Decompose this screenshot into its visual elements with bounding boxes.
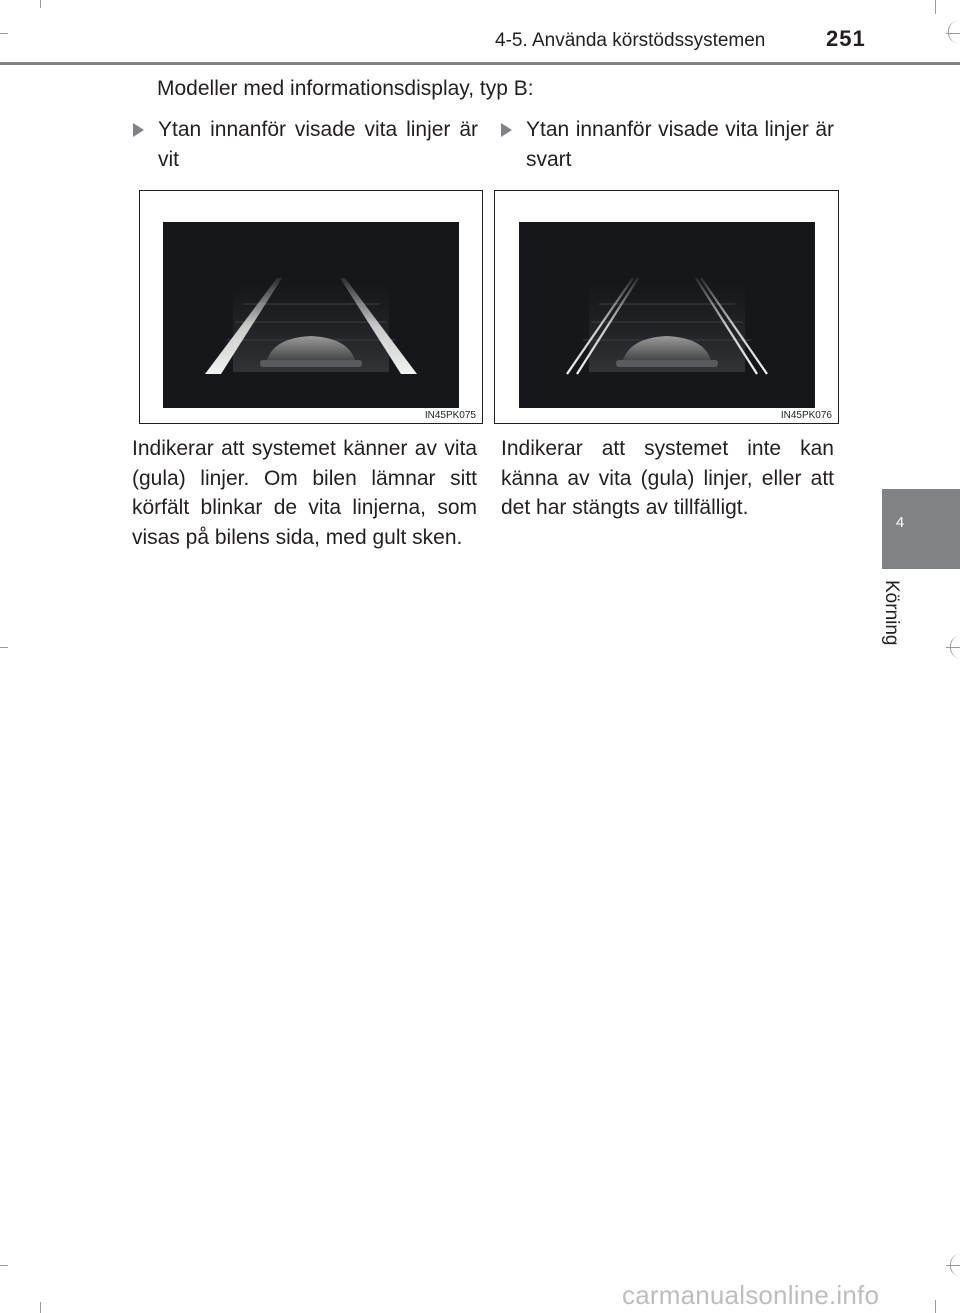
figure-code: IN45PK076 — [780, 410, 832, 421]
lane-display-black-image — [519, 222, 815, 408]
column-heading-left: Ytan innanför visade vita linjer är vit — [133, 115, 478, 175]
section-title: 4-5. Använda körstödssystemen — [495, 30, 766, 51]
column-heading-right: Ytan innanför visade vita linjer är svart — [501, 115, 834, 175]
description-left: Indikerar att systemet känner av vita (gula) linjer. Om bilen lämnar sitt körfält blinkar de vita linjerna, som visas på bilens sida, med gult sken. — [132, 437, 477, 549]
registration-mark — [950, 636, 960, 658]
figure-lane-black — [494, 190, 839, 424]
bullet-triangle-icon — [133, 123, 144, 137]
registration-mark — [950, 1254, 960, 1276]
registration-mark — [948, 21, 959, 43]
intro-text: Modeller med informationsdisplay, typ B: — [157, 77, 534, 100]
lane-display-white-image — [163, 222, 459, 408]
crop-mark — [935, 0, 936, 14]
figure-code: IN45PK075 — [424, 410, 476, 421]
crop-mark — [40, 1302, 41, 1313]
crop-mark — [935, 1300, 936, 1313]
crop-mark — [0, 33, 8, 34]
page-number: 251 — [826, 26, 866, 51]
description-right: Indikerar att systemet inte kan känna av vita (gula) linjer, eller att det har stängts av tillfälligt. — [501, 437, 834, 519]
crop-mark — [40, 0, 41, 8]
watermark: carmanualsonline.info — [622, 1280, 880, 1310]
chapter-label: Körning — [881, 580, 902, 646]
bullet-triangle-icon — [501, 123, 512, 137]
chapter-number: 4 — [895, 514, 905, 531]
crop-mark — [0, 1265, 8, 1266]
figure-lane-white — [139, 190, 483, 424]
header-rule — [0, 62, 960, 65]
crop-mark — [0, 647, 8, 648]
